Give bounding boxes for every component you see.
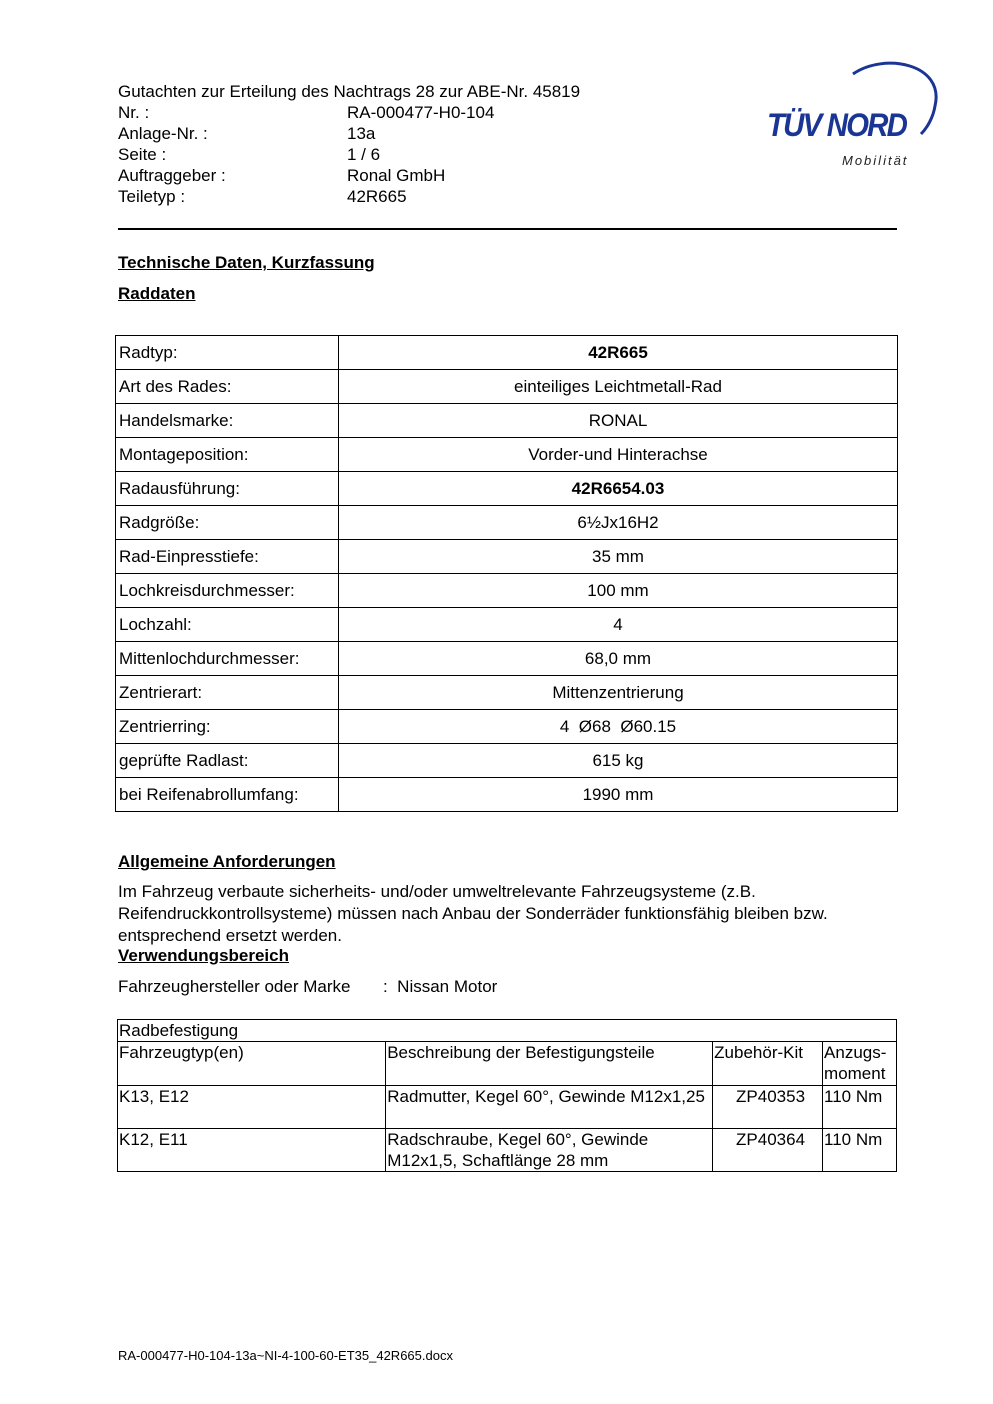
- row-value: 100 mm: [339, 574, 898, 608]
- logo-subtitle: Mobilität: [842, 153, 909, 168]
- header-value: 42R665: [347, 187, 407, 206]
- table-row: [116, 438, 898, 472]
- cell-kit: ZP40364: [713, 1129, 823, 1172]
- table-row: [116, 336, 898, 370]
- header-info: [118, 102, 494, 207]
- heading-general-requirements: Allgemeine Anforderungen: [118, 852, 336, 871]
- table-row: [116, 370, 898, 404]
- row-key: Mittenlochdurchmesser:: [116, 642, 339, 676]
- cell-torque: 110 Nm: [823, 1129, 897, 1172]
- header-divider: [118, 228, 897, 230]
- header-row-seite: [118, 144, 494, 165]
- row-key: Radausführung:: [116, 472, 339, 506]
- row-value: RONAL: [339, 404, 898, 438]
- row-key: Handelsmarke:: [116, 404, 339, 438]
- cell-vehicle-types: K12, E11: [118, 1129, 386, 1172]
- row-value: 68,0 mm: [339, 642, 898, 676]
- column-header: Fahrzeugtyp(en): [118, 1042, 386, 1086]
- row-value: Vorder-und Hinterachse: [339, 438, 898, 472]
- table-caption: Radbefestigung: [118, 1020, 897, 1042]
- header-value: 13a: [347, 124, 376, 143]
- table-row: [116, 404, 898, 438]
- cell-torque: 110 Nm: [823, 1086, 897, 1129]
- header-value: 1 / 6: [347, 145, 381, 164]
- row-value: 42R6654.03: [339, 472, 898, 506]
- row-key: Radgröße:: [116, 506, 339, 540]
- header-row-nr: [118, 102, 494, 123]
- table-row: [116, 744, 898, 778]
- table-row: [116, 608, 898, 642]
- heading-wheel-data: Raddaten: [118, 284, 196, 303]
- cell-description: Radmutter, Kegel 60°, Gewinde M12x1,25: [386, 1086, 713, 1129]
- table-row: [116, 778, 898, 812]
- table-row: [116, 710, 898, 744]
- table-header-row: [118, 1042, 897, 1086]
- header-row-anlage: [118, 123, 494, 144]
- row-key: Zentrierring:: [116, 710, 339, 744]
- row-key: Lochkreisdurchmesser:: [116, 574, 339, 608]
- table-row: [116, 676, 898, 710]
- table-row: [118, 1129, 897, 1172]
- row-key: Art des Rades:: [116, 370, 339, 404]
- row-value: 4 Ø68 Ø60.15: [339, 710, 898, 744]
- row-value: Mittenzentrierung: [339, 676, 898, 710]
- row-value: 1990 mm: [339, 778, 898, 812]
- row-key: Radtyp:: [116, 336, 339, 370]
- general-requirements-text: Im Fahrzeug verbaute sicherheits- und/oder umweltrelevante Fahrzeugsysteme (z.B. Reifendruckkontrollsysteme) müssen nach Anbau der Sonderräder funktionsfähig bleiben bzw. entsprechend ersetzt werden.: [118, 882, 828, 945]
- row-key: Zentrierart:: [116, 676, 339, 710]
- cell-description: Radschraube, Kegel 60°, Gewinde M12x1,5, Schaftlänge 28 mm: [386, 1129, 713, 1172]
- row-key: Lochzahl:: [116, 608, 339, 642]
- row-value: 615 kg: [339, 744, 898, 778]
- document-title: Gutachten zur Erteilung des Nachtrags 28 zur ABE-Nr. 45819: [118, 82, 581, 101]
- tuv-nord-logo: [765, 58, 945, 173]
- row-key: Rad-Einpresstiefe:: [116, 540, 339, 574]
- cell-kit: ZP40353: [713, 1086, 823, 1129]
- row-value: 6½Jx16H2: [339, 506, 898, 540]
- column-header: Anzugs-moment: [823, 1042, 897, 1086]
- heading-technical-data: Technische Daten, Kurzfassung: [118, 253, 375, 272]
- table-row: [118, 1086, 897, 1129]
- header-key: Seite :: [118, 145, 167, 164]
- table-row: [116, 506, 898, 540]
- table-row: [116, 472, 898, 506]
- row-value: einteiliges Leichtmetall-Rad: [339, 370, 898, 404]
- logo-brand: TÜV NORD: [767, 107, 907, 143]
- table-row: [116, 574, 898, 608]
- maker-label: Fahrzeughersteller oder Marke: [118, 977, 351, 996]
- cell-vehicle-types: K13, E12: [118, 1086, 386, 1129]
- header-value: Ronal GmbH: [347, 166, 446, 185]
- header-key: Nr. :: [118, 103, 150, 122]
- row-key: bei Reifenabrollumfang:: [116, 778, 339, 812]
- header-key: Teiletyp :: [118, 187, 186, 206]
- footer-filename: RA-000477-H0-104-13a~NI-4-100-60-ET35_42R665.docx: [118, 1348, 453, 1363]
- vehicle-maker: [118, 977, 497, 997]
- row-value: 42R665: [339, 336, 898, 370]
- table-caption-row: [118, 1020, 897, 1042]
- header-value: RA-000477-H0-104: [347, 103, 495, 122]
- table-row: [116, 540, 898, 574]
- row-value: 35 mm: [339, 540, 898, 574]
- column-header: Beschreibung der Befestigungsteile: [386, 1042, 713, 1086]
- header-row-teiletyp: [118, 186, 494, 207]
- row-value: 4: [339, 608, 898, 642]
- wheel-data-table: [115, 335, 898, 812]
- header-row-auftraggeber: [118, 165, 494, 186]
- row-key: Montageposition:: [116, 438, 339, 472]
- column-header: Zubehör-Kit: [713, 1042, 823, 1086]
- fastening-table: [117, 1019, 897, 1172]
- row-key: geprüfte Radlast:: [116, 744, 339, 778]
- header-key: Auftraggeber :: [118, 166, 226, 185]
- maker-value: : Nissan Motor: [383, 977, 498, 996]
- table-row: [116, 642, 898, 676]
- heading-usage-area: Verwendungsbereich: [118, 946, 289, 965]
- header-key: Anlage-Nr. :: [118, 124, 208, 143]
